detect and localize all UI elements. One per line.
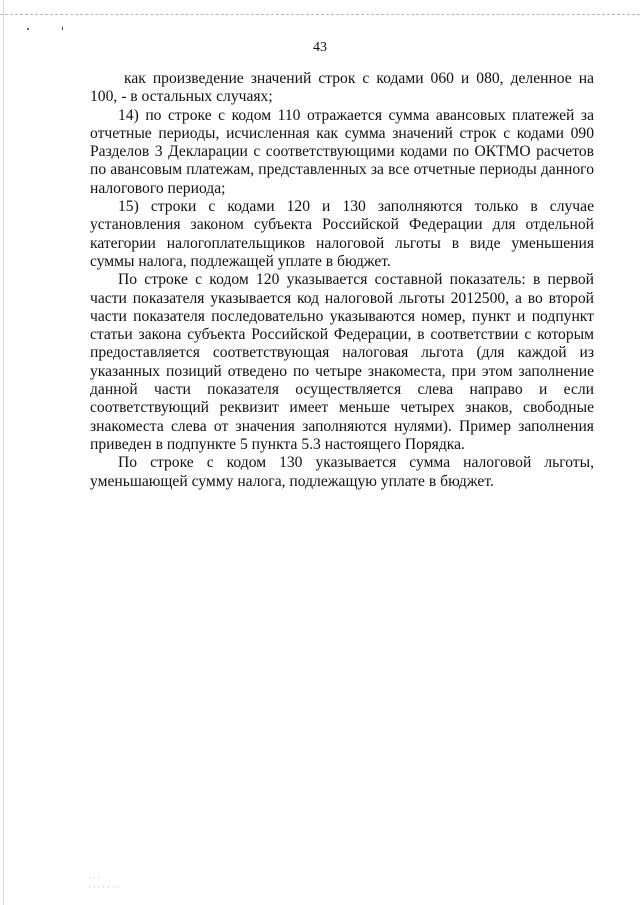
- paragraph-line-130: По строке с кодом 130 указывается сумма налоговой льготы, уменьшающей сумму налога, подлежащую уплате в бюджет.: [90, 454, 594, 490]
- scan-speck: [62, 27, 63, 30]
- paragraph-item-15: 15) строки с кодами 120 и 130 заполняются только в случае установления законом субъекта Российской Федерации для отдельной категории налогоплательщиков налоговой льготы в виде уменьшения суммы налога, подлежащей уплате в бюджет.: [90, 198, 594, 270]
- page-number: 43: [313, 40, 327, 55]
- document-body: [90, 70, 594, 491]
- footer-stamp: ⁠· · · · · · · · · ·: [88, 874, 119, 892]
- scan-speck: [27, 28, 29, 30]
- paragraph-line-120: По строке с кодом 120 указывается составной показатель: в первой части показателя указывается код налоговой льготы 2012500, а во второй части показателя последовательно указываются номер, пункт и подпункт статьи закона субъекта Российской Федерации, в соответствии с которым предоставляется соответствующая налоговая льгота (для каждой из указанных позиций отведено по четыре знакоместа, при этом заполнение данной части показателя осуществляется слева направо и если соответствующий реквизит имеет меньше четырех знаков, свободные знакоместа слева от значения заполняются нулями). Пример заполнения приведен в подпункте 5 пункта 5.3 настоящего Порядка.: [90, 271, 594, 453]
- scan-edge-left: [3, 0, 4, 905]
- paragraph-item-14: 14) по строке с кодом 110 отражается сумма авансовых платежей за отчетные периоды, исчисленная как сумма значений строк с кодами 090 Разделов 3 Декларации с соответствующими кодами по ОКТМО расчетов по авансовым платежам, представленных за все отчетные периоды данного налогового периода;: [90, 106, 594, 197]
- scan-edge-top: [0, 14, 640, 15]
- paragraph-continuation: как произведение значений строк с кодами 060 и 080, деленное на 100, - в остальных случаях;: [90, 70, 594, 106]
